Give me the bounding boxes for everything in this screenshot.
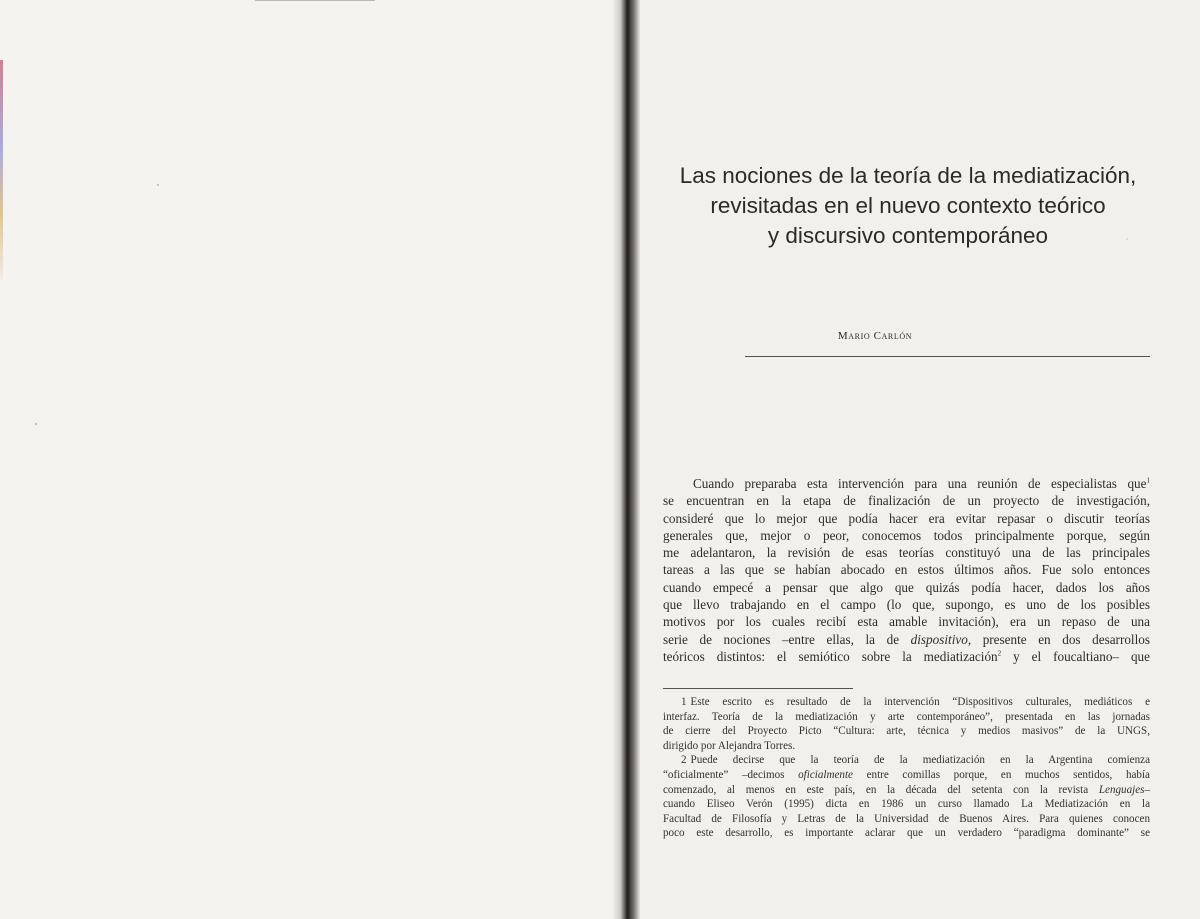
body-line: tareas a las que se habían abocado en estos últimos años. Fue solo entonces — [663, 562, 1150, 578]
footnote-line: “oficialmente” –decimos oficialmente entre comillas porque, en muchos sentidos, había — [663, 768, 1150, 781]
paper-speck — [35, 423, 37, 425]
chapter-title — [658, 161, 1158, 251]
left-top-rule — [255, 0, 375, 1]
title-line: revisitadas en el nuevo contexto teórico — [710, 193, 1106, 218]
footnote-line: de cierre del Proyecto Picto “Cultura: arte, técnica y medios masivos” de la UNGS, — [663, 725, 1150, 738]
italic-term: dispositivo — [910, 631, 968, 647]
body-line: teóricos distintos: el semiótico sobre la mediatización$^2$ y el foucaltiano– que — [663, 648, 1150, 664]
body-line: me adelantaron, la revisión de esas teorías constituyó una de las principales — [663, 545, 1150, 561]
footnote-line: dirigido por Alejandra Torres. — [663, 739, 796, 752]
body-line: generales que, mejor o peor, conocemos todos principalmente porque, según — [663, 527, 1150, 543]
footnote-line: cuando Eliseo Verón (1995) dicta en 1986 un curso llamado La Mediatización en la — [663, 798, 1150, 811]
page-edge-mark — [0, 60, 3, 280]
title-line: y discursivo contemporáneo — [767, 223, 1049, 248]
paper-speck — [157, 184, 159, 186]
body-line: que llevo trabajando en el campo (lo que, supongo, es uno de los posibles — [663, 597, 1150, 613]
italic-term: oficialmente — [798, 768, 853, 781]
body-paragraph — [663, 475, 1150, 665]
book-spine — [612, 0, 640, 919]
footnotes — [663, 695, 1150, 841]
footnote-line: comenzado, al menos en este país, en la década del setenta con la revista Lenguajes– — [663, 783, 1150, 796]
footnote-ref-2[interactable]: 2 — [997, 649, 1002, 658]
body-line: se encuentran en la etapa de finalización de un proyecto de investigación, — [663, 493, 1150, 509]
body-line: Cuando preparaba esta intervención para una reunión de especialistas que$^1$ — [693, 476, 1150, 491]
footnote-line: 1 Este escrito es resultado de la intervención “Dispositivos culturales, mediáticos e — [681, 696, 1150, 708]
footnote-rule — [663, 688, 853, 689]
author-rule — [745, 356, 1150, 357]
body-line: consideré que lo mejor que podía hacer era evitar repasar o discutir teorías — [663, 510, 1150, 526]
footnote-ref-1[interactable]: 1 — [1146, 476, 1150, 485]
title-line: Las nociones de la teoría de la mediatización, — [679, 163, 1137, 188]
footnote-line: interfaz. Teoría de la mediatización y arte contemporáneo”, presentada en las jornadas — [663, 710, 1150, 723]
footnote-line: 2 Puede decirse que la teoría de la mediatización en la Argentina comienza — [681, 754, 1150, 767]
footnote-number: 2 — [681, 754, 687, 767]
footnote-line: Facultad de Filosofía y Letras de la Universidad de Buenos Aires. Para quienes conocen — [663, 812, 1150, 825]
footnote-number: 1 — [681, 696, 687, 708]
italic-term: Lenguajes — [1098, 783, 1145, 796]
body-line: cuando empecé a pensar que algo que quizás podía hacer, dados los años — [663, 579, 1150, 595]
body-line: serie de nociones –entre ellas, la de dispositivo, presente en dos desarrollos — [663, 631, 1150, 647]
author-name: Mario Carlón — [837, 330, 913, 342]
body-line: motivos por los cuales recibí esta amable invitación), era un repaso de una — [663, 614, 1150, 630]
footnote-line: poco este desarrollo, es importante aclarar que un verdadero “paradigma dominante” se — [663, 827, 1150, 840]
